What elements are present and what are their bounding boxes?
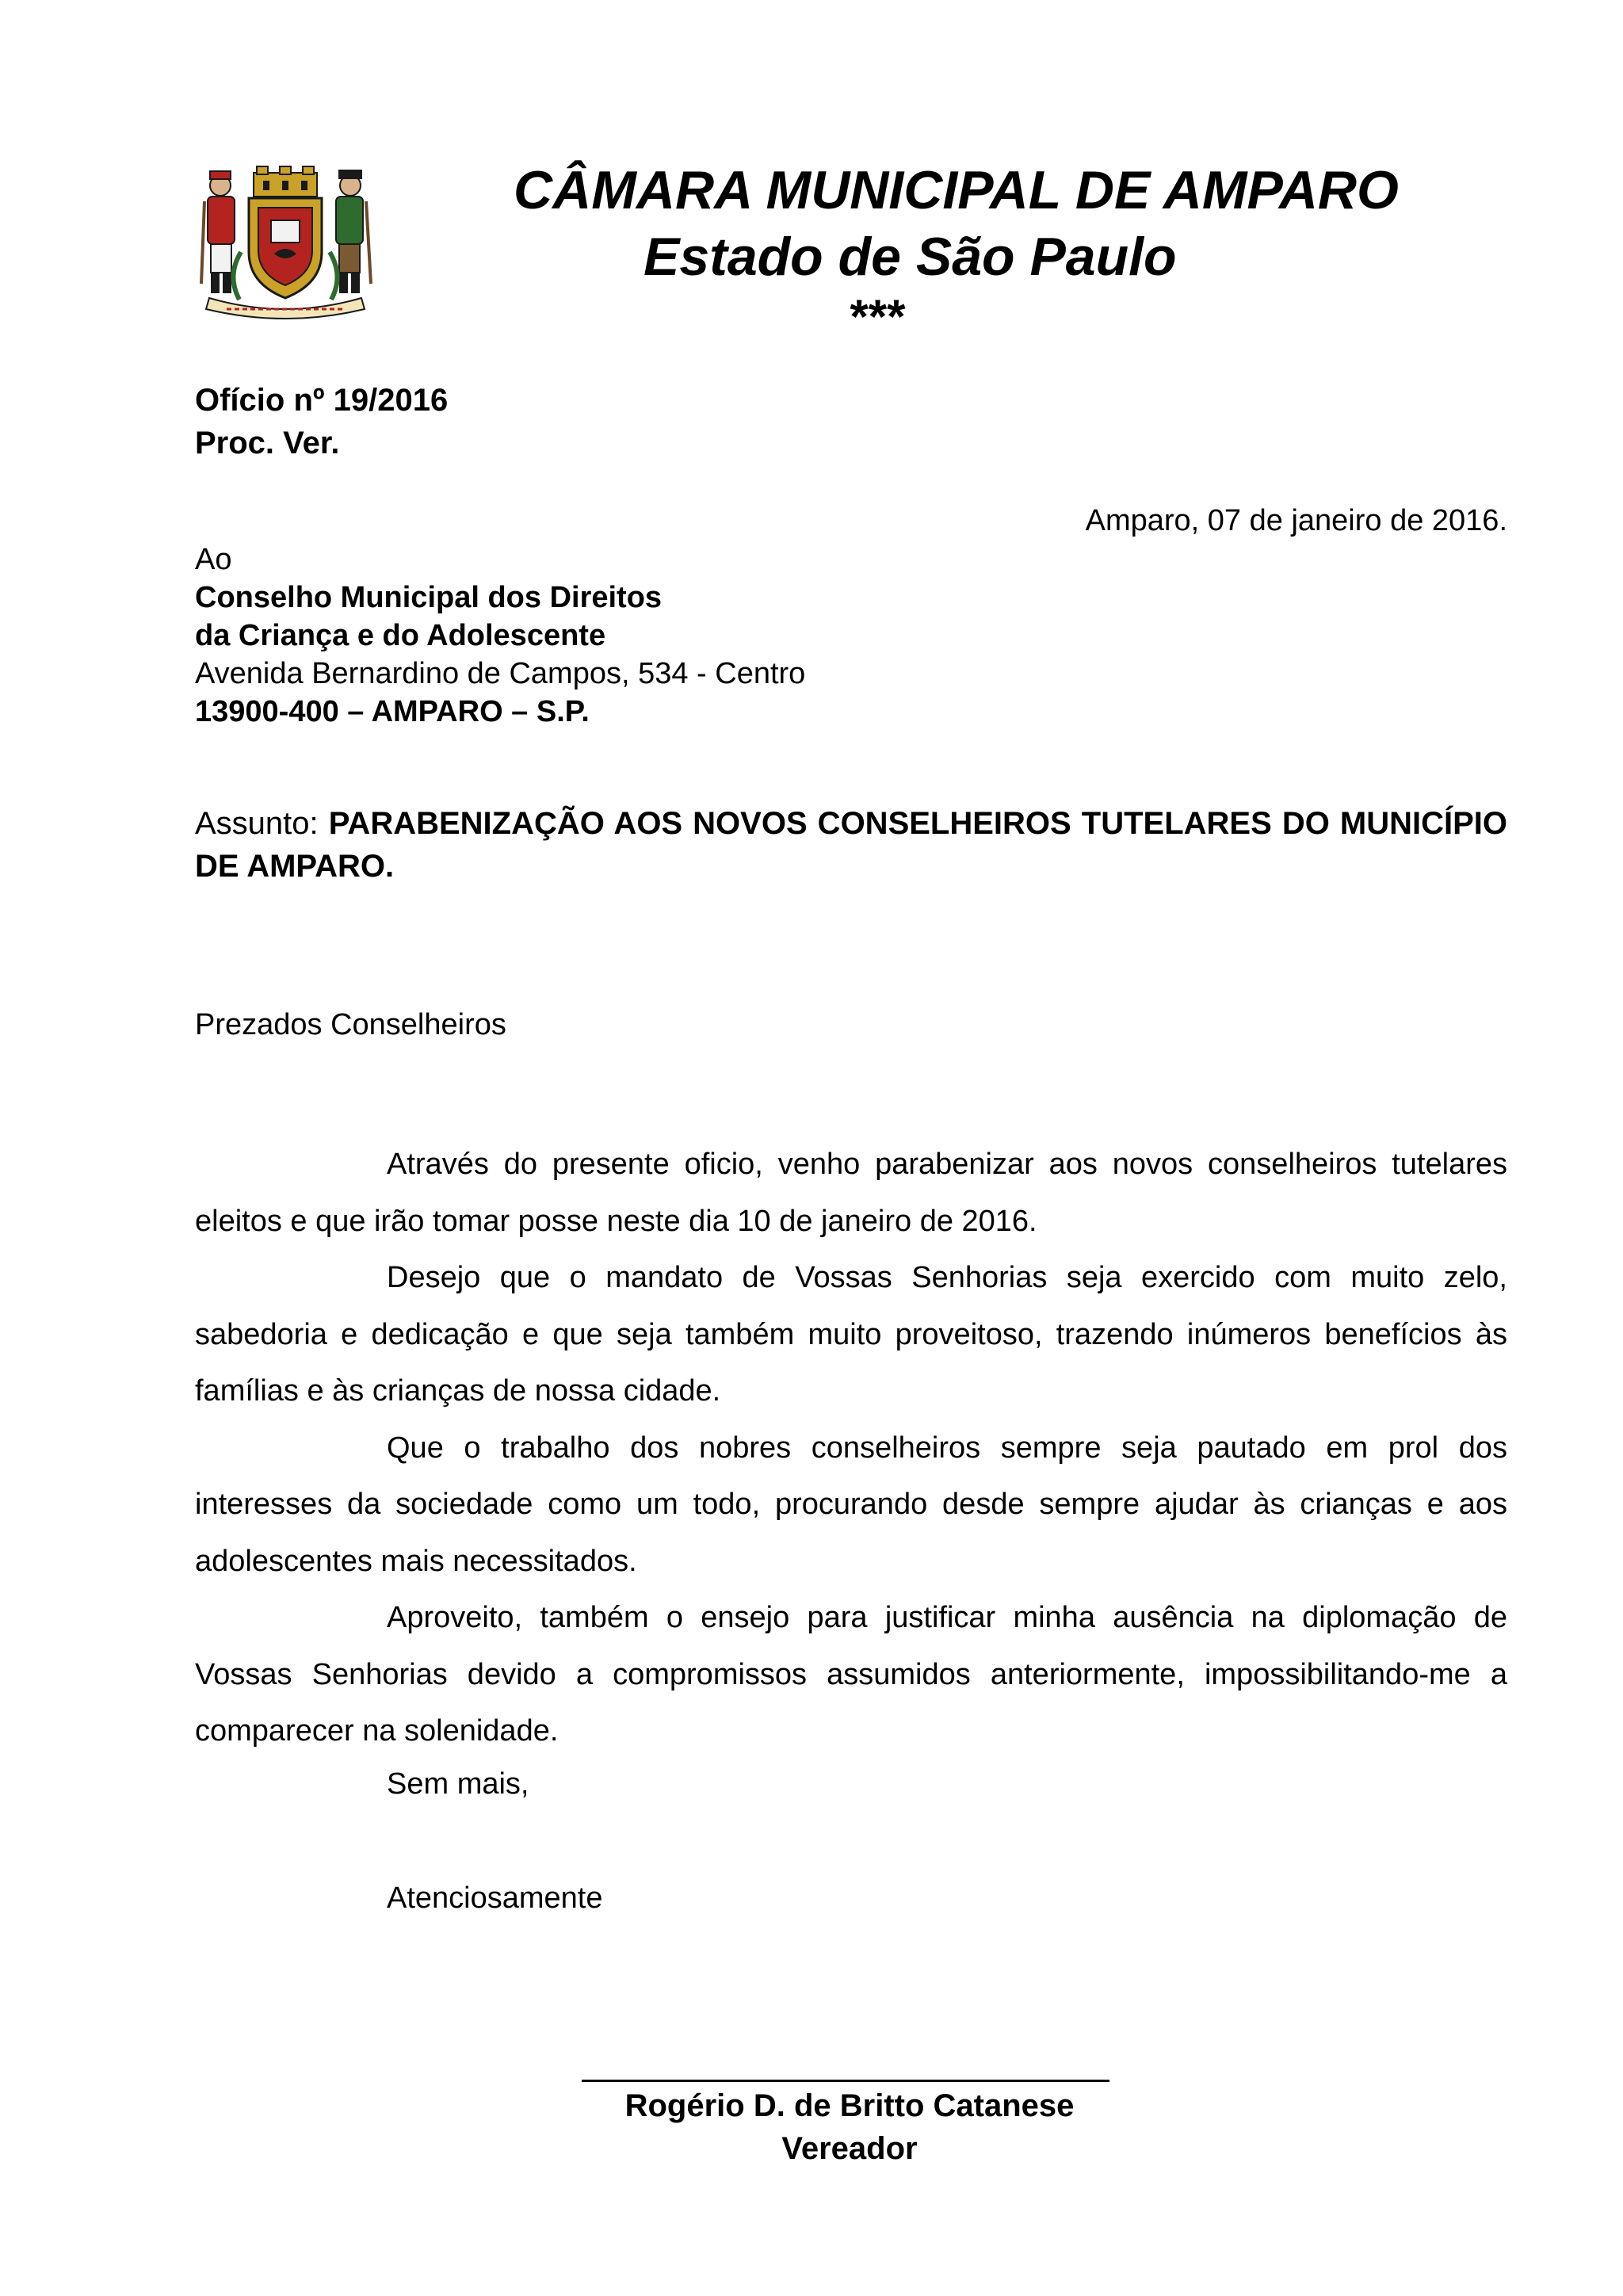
- signature-line: [582, 2080, 1109, 2082]
- body-paragraph-2: Desejo que o mandato de Vossas Senhorias seja exercido com muito zelo, sabedoria e dedicação e que seja também muito proveitoso, trazendo inúmeros benefícios às famílias e às crianças de nossa cidade.: [195, 1261, 1507, 1408]
- addressee-name-line2: da Criança e do Adolescente: [195, 619, 606, 652]
- right-supporter-figure: [336, 170, 371, 293]
- signature-block: [0, 2084, 1623, 2170]
- motto-ribbon: [206, 298, 365, 319]
- proc-ref: Proc. Ver.: [195, 426, 340, 460]
- letter-body: [195, 1137, 1507, 1760]
- shield: [249, 198, 322, 298]
- left-supporter-figure: [201, 171, 235, 293]
- salutation: Prezados Conselheiros: [195, 1008, 506, 1041]
- signer-name: Rogério D. de Britto Catanese: [624, 2088, 1075, 2123]
- subject-label: Assunto:: [195, 806, 319, 841]
- letter-date: Amparo, 07 de janeiro de 2016.: [1085, 504, 1507, 537]
- addressee-city: 13900-400 – AMPARO – S.P.: [195, 695, 590, 728]
- subject-line: [195, 802, 1507, 888]
- closing-regards: Atenciosamente: [387, 1881, 603, 1915]
- letterhead-asterisks: ***: [848, 290, 904, 343]
- letterhead-institution: CÂMARA MUNICIPAL DE AMPARO: [514, 160, 1399, 220]
- addressee-to: Ao: [195, 543, 232, 576]
- mural-crown: [254, 166, 317, 197]
- body-paragraph-1: Através do presente oficio, venho parabenizar aos novos conselheiros tutelares eleitos e que irão tomar posse neste dia 10 de janeiro de 2016.: [195, 1148, 1507, 1238]
- coat-of-arms-icon: [195, 165, 376, 320]
- oficio-number: Ofício nº 19/2016: [195, 383, 449, 418]
- addressee-block: [195, 541, 805, 731]
- body-paragraph-3: Que o trabalho dos nobres conselheiros sempre seja pautado em prol dos interesses da sociedade como um todo, procurando desde sempre ajudar às crianças e aos adolescentes mais necessitados.: [195, 1431, 1507, 1578]
- reference-block: [195, 379, 448, 464]
- subject-text: PARABENIZAÇÃO AOS NOVOS CONSELHEIROS TUTELARES DO MUNICÍPIO DE AMPARO.: [195, 806, 1507, 884]
- signer-title: Vereador: [781, 2131, 918, 2166]
- closing-sem-mais: Sem mais,: [387, 1767, 529, 1801]
- body-paragraph-4: Aproveito, também o ensejo para justificar minha ausência na diplomação de Vossas Senhorias devido a compromissos assumidos anteriormente, impossibilitando-me a comparecer na solenidade.: [195, 1601, 1507, 1748]
- letterhead-state: Estado de São Paulo: [643, 227, 1177, 287]
- addressee-street: Avenida Bernardino de Campos, 534 - Centro: [195, 657, 806, 690]
- addressee-name-line1: Conselho Municipal dos Direitos: [195, 581, 663, 614]
